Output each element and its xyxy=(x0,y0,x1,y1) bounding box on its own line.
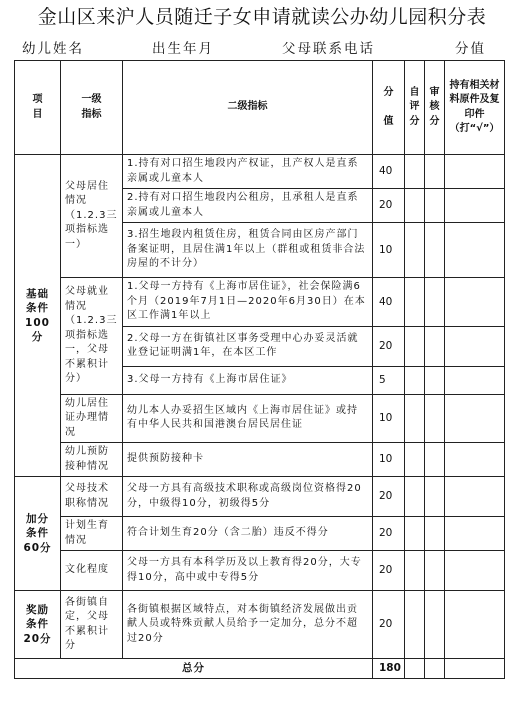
documents-check-cell[interactable] xyxy=(445,394,505,443)
audit-score-cell[interactable] xyxy=(425,517,445,551)
total-points: 180 xyxy=(373,659,405,679)
level1-cell: 幼儿预防接种情况 xyxy=(61,443,123,477)
level2-cell: 符合计划生育20分（含二胎）违反不得分 xyxy=(123,517,373,551)
self-score-cell[interactable] xyxy=(405,278,425,327)
table-row xyxy=(15,394,505,443)
points-cell: 40 xyxy=(373,278,405,327)
points-cell: 40 xyxy=(373,155,405,189)
documents-check-cell[interactable] xyxy=(445,223,505,278)
header-item: 项 目 xyxy=(15,61,61,155)
total-documents[interactable] xyxy=(445,659,505,679)
child-name-label: 幼儿姓名 xyxy=(22,41,84,57)
self-score-cell[interactable] xyxy=(405,155,425,189)
header-documents: 持有相关材料原件及复印件（打“√”） xyxy=(445,61,505,155)
audit-score-cell[interactable] xyxy=(425,394,445,443)
total-row xyxy=(15,659,505,679)
self-score-cell[interactable] xyxy=(405,366,425,394)
self-score-cell[interactable] xyxy=(405,223,425,278)
level1-cell: 父母技术职称情况 xyxy=(61,477,123,517)
points-cell: 20 xyxy=(373,517,405,551)
level2-cell: 1.父母一方持有《上海市居住证》，社会保险满6个月（2019年7月1日—2020年6月30日）在本区工作满1年以上 xyxy=(123,278,373,327)
level2-cell: 3.父母一方持有《上海市居住证》 xyxy=(123,366,373,394)
header-level2: 二级指标 xyxy=(123,61,373,155)
total-label: 总分 xyxy=(15,659,373,679)
documents-check-cell[interactable] xyxy=(445,366,505,394)
documents-check-cell[interactable] xyxy=(445,591,505,659)
points-cell: 20 xyxy=(373,477,405,517)
audit-score-cell[interactable] xyxy=(425,366,445,394)
category-cell: 加分 条件 60分 xyxy=(15,477,61,591)
table-row xyxy=(15,591,505,659)
score-label: 分值 xyxy=(455,41,486,57)
category-cell: 奖励 条件 20分 xyxy=(15,591,61,659)
points-table xyxy=(14,60,505,679)
level1-cell: 幼儿居住证办理情况 xyxy=(61,394,123,443)
self-score-cell[interactable] xyxy=(405,591,425,659)
header-points: 分 值 xyxy=(373,61,405,155)
level1-cell: 各街镇自定，父母不累积计分 xyxy=(61,591,123,659)
points-cell: 5 xyxy=(373,366,405,394)
total-audit-score[interactable] xyxy=(425,659,445,679)
documents-check-cell[interactable] xyxy=(445,551,505,591)
table-row xyxy=(15,278,505,327)
header-audit-score: 审 核 分 xyxy=(425,61,445,155)
audit-score-cell[interactable] xyxy=(425,278,445,327)
documents-check-cell[interactable] xyxy=(445,517,505,551)
audit-score-cell[interactable] xyxy=(425,155,445,189)
level2-cell: 父母一方具有高级技术职称或高级岗位资格得20分，中级得10分，初级得5分 xyxy=(123,477,373,517)
table-row xyxy=(15,517,505,551)
table-row xyxy=(15,443,505,477)
points-cell: 20 xyxy=(373,326,405,366)
level2-cell: 2.父母一方在街镇社区事务受理中心办妥灵活就业登记证明满1年，在本区工作 xyxy=(123,326,373,366)
level1-cell: 计划生育情况 xyxy=(61,517,123,551)
points-cell: 20 xyxy=(373,591,405,659)
level2-cell: 提供预防接种卡 xyxy=(123,443,373,477)
parent-phone-label: 父母联系电话 xyxy=(282,41,375,57)
level2-cell: 幼儿本人办妥招生区域内《上海市居住证》或持有中华人民共和国港澳台居民居住证 xyxy=(123,394,373,443)
level2-cell: 3.招生地段内租赁住房，租赁合同由区房产部门备案证明，且居住满1年以上（群租或租赁非合法房屋的不计分） xyxy=(123,223,373,278)
audit-score-cell[interactable] xyxy=(425,223,445,278)
self-score-cell[interactable] xyxy=(405,551,425,591)
points-cell: 10 xyxy=(373,223,405,278)
self-score-cell[interactable] xyxy=(405,477,425,517)
documents-check-cell[interactable] xyxy=(445,443,505,477)
level2-cell: 各街镇根据区域特点，对本街镇经济发展做出贡献人员或特殊贡献人员给予一定加分，总分不超过20分 xyxy=(123,591,373,659)
audit-score-cell[interactable] xyxy=(425,551,445,591)
points-cell: 20 xyxy=(373,551,405,591)
audit-score-cell[interactable] xyxy=(425,189,445,223)
level1-cell: 父母就业情况（1.2.3三项指标选一，父母不累积计分） xyxy=(61,278,123,395)
audit-score-cell[interactable] xyxy=(425,477,445,517)
table-row xyxy=(15,551,505,591)
level1-cell: 父母居住情况（1.2.3三项指标选一） xyxy=(61,155,123,278)
total-self-score[interactable] xyxy=(405,659,425,679)
form-title: 金山区来沪人员随迁子女申请就读公办幼儿园积分表 xyxy=(37,6,487,28)
self-score-cell[interactable] xyxy=(405,443,425,477)
documents-check-cell[interactable] xyxy=(445,155,505,189)
self-score-cell[interactable] xyxy=(405,394,425,443)
table-row xyxy=(15,155,505,189)
self-score-cell[interactable] xyxy=(405,517,425,551)
level1-cell: 文化程度 xyxy=(61,551,123,591)
level2-cell: 父母一方具有本科学历及以上教育得20分，大专得10分，高中或中专得5分 xyxy=(123,551,373,591)
documents-check-cell[interactable] xyxy=(445,189,505,223)
points-cell: 10 xyxy=(373,394,405,443)
audit-score-cell[interactable] xyxy=(425,326,445,366)
points-cell: 10 xyxy=(373,443,405,477)
header-self-score: 自 评 分 xyxy=(405,61,425,155)
category-cell: 基础 条件 100 分 xyxy=(15,155,61,477)
table-row xyxy=(15,477,505,517)
level2-cell: 2.持有对口招生地段内公租房，且承租人是直系亲属或儿童本人 xyxy=(123,189,373,223)
self-score-cell[interactable] xyxy=(405,189,425,223)
documents-check-cell[interactable] xyxy=(445,278,505,327)
audit-score-cell[interactable] xyxy=(425,591,445,659)
documents-check-cell[interactable] xyxy=(445,326,505,366)
documents-check-cell[interactable] xyxy=(445,477,505,517)
self-score-cell[interactable] xyxy=(405,326,425,366)
audit-score-cell[interactable] xyxy=(425,443,445,477)
level2-cell: 1.持有对口招生地段内产权证，且产权人是直系亲属或儿童本人 xyxy=(123,155,373,189)
header-level1: 一级 指标 xyxy=(61,61,123,155)
points-cell: 20 xyxy=(373,189,405,223)
birth-date-label: 出生年月 xyxy=(152,41,214,57)
